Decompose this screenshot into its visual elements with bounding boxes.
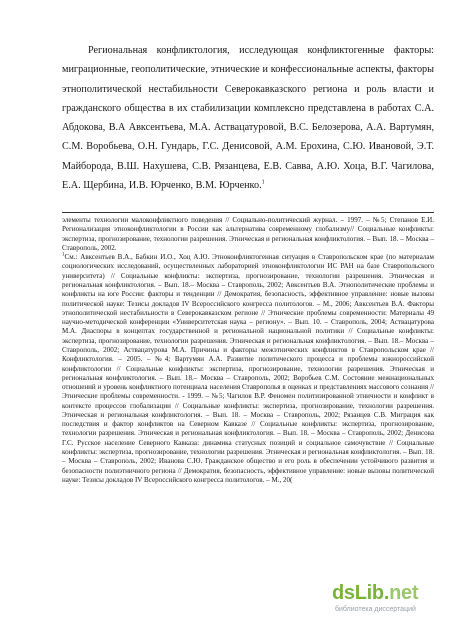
body-text xyxy=(62,41,434,195)
footnote-mark: 1 xyxy=(62,252,65,258)
logo-dot: . xyxy=(383,582,390,604)
watermark-logo xyxy=(332,582,418,605)
footnotes xyxy=(62,216,434,485)
footnote-1 xyxy=(62,253,434,485)
footnote-1-text: См.: Авксентьев В.А., Бабкин И.О., Хоц А.Ю. Этноконфликтогенная ситуация в Ставропольском крае (по материалам социологических исследований, осуществленных лабораторией этноконфликтологии ИС РАН на базе Ставропольского университета) // Социальные конфликты: экспертиза, прогнозирование, технологии разрешения. Этническая и региональная конфликтология. – Вып. 18.– Москва – Ставрополь, 2002; Авксентьев В.А. Этнополитические проблемы и конфликты на юге России: факторы и тенденции // Демократия, безопасность, эффективное управление: новые вызовы политической науке: Тезисы докладов IV Всероссийского конгресса политологов. – М., 2006; Авксентьев В.А. Факторы этнополитической нестабильности в Северокавказском регионе // Этнические проблемы современности: Материалы 49 научно-методической конференции «Университетская наука – региону». – Вып. 10. – Ставрополь, 2004; Аствацатурова М.А. Диаспоры в концептах государственной и региональной национальной политики // Социальные конфликты: экспертиза, прогнозирование, технологии разрешения. Этническая и региональная конфликтология. – Вып. 18.– Москва – Ставрополь, 2002; Аствацатурова М.А. Причины и факторы межэтнических конфликтов в Ставропольском крае // Конфликтология. – 2005. – №4; Вартумян А.А. Развитие политического процесса и проблемы южнороссийской конфликтологии // Социальные конфликты: экспертиза, прогнозирование, технологии разрешения. Этническая и региональная конфликтология. – Вып. 18.– Москва – Ставрополь, 2002; Воробьев С.М. Состояние межнациональных отношений и уровень конфликтного потенциала населения Ставрополья в оценках и представлениях массового сознания // Этнические проблемы современности. - 1999. – №5; Чагилов В.Р. Феномен политизированной этничности и конфликт в контексте процессов глобализации // Социальные конфликты: экспертиза, прогнозирование, технологии разрешения. Этническая и региональная конфликтология. – Вып. 18. – Москва – Ставрополь, 2002; Рязанцев С.В. Миграция как последствия и фактор конфликтов на Северном Кавказе // Социальные конфликты: экспертиза, прогнозирование, технологии разрешения. Этническая и региональная конфликтология. – Вып. 18. – Москва – Ставрополь, 2002; Денисова Г.С. Русское население Северного Кавказа: динамика статусных позиций и социальное самочувствие // Социальные конфликты: экспертиза, прогнозирование, технологии разрешения. Этническая и региональная конфликтология. – Вып. 18. – Москва – Ставрополь, 2002; Иванова С.Ю. Гражданское общество и его роль в обеспечении устойчивого развития и безопасности полиэтничного региона // Демократия, безопасность, эффективное управление: новые вызовы политической науке: Тезисы докладов IV Всероссийского конгресса политологов. – М., 20( xyxy=(62,253,434,484)
footnote-separator xyxy=(62,212,434,213)
logo-main: dsLib xyxy=(332,582,384,604)
main-paragraph-text: Региональная конфликтология, исследующая конфликтогенные факторы: миграционные, геополитические, этнические и конфессиональные аспекты, факторы этнополитической нестабильности Северокавказского региона и роль власти и гражданского общества в их стабилизации комплексно представлена в работах С.А. Абдокова, В.А Авксентьева, М.А. Аствацатуровой, В.С. Белозерова, А.А. Вартумян, С.М. Воробьева, О.Н. Гундарь, Г.С. Денисовой, А.М. Ерохина, С.Ю. Ивановой, Э.Т. Майборода, В.Ш. Нахушева, С.В. Рязанцева, Е.В. Савва, А.Ю. Хоца, В.Г. Чагилова, Е.А. Щербина, И.В. Юрченко, В.М. Юрченко. xyxy=(62,45,434,192)
watermark-caption: библиотека диссертаций xyxy=(335,606,416,613)
main-paragraph xyxy=(62,41,434,195)
watermark xyxy=(332,582,444,618)
footnote-continuation: элементы технологии малоконфликтного поведения // Социально-политический журнал. – 1997. – №5; Степанов Е.И. Регионализация этноконфликтологии в России как альтернатива современному глобализму// Социальные конфликты: экспертиза, прогнозирование, технологии разрешения. Этническая и региональная конфликтология. – Вып. 18. – Москва – Ставрополь, 2002. xyxy=(62,216,434,252)
logo-tld: net xyxy=(389,582,419,604)
footnote-reference: 1 xyxy=(261,179,265,186)
